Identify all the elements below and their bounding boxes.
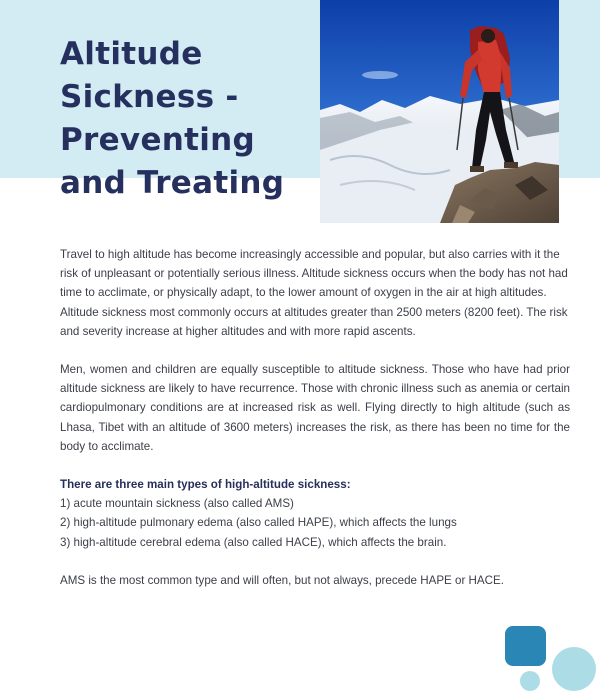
title-line: Altitude [60,36,203,72]
decorative-circle-small [520,671,540,691]
decorative-square [505,626,546,666]
title-line: and Treating [60,165,285,201]
article-body [60,245,570,609]
decorative-circle [552,647,596,691]
types-section [60,475,570,552]
intro-paragraph: Travel to high altitude has become increasingly accessible and popular, but also carries with it the risk of unpleasant or potentially serious illness. Altitude sickness occurs when the body has not had time to acclimate, or physically adapt, to the lower amount of oxygen in the air at high altitudes. Altitude sickness most commonly occurs at altitudes greater than 2500 meters (8200 feet). The risk and severity increase at higher altitudes and with more rapid ascents. [60,248,568,338]
list-item: 1) acute mountain sickness (also called AMS) [60,497,294,511]
closing-paragraph: AMS is the most common type and will often, but not always, precede HAPE or HACE. [60,573,504,587]
title-line: Preventing [60,122,256,158]
page-title [60,33,320,205]
types-list [60,494,570,552]
list-item: 2) high-altitude pulmonary edema (also called HAPE), which affects the lungs [60,516,457,530]
hiker-photo [320,0,559,223]
list-item: 3) high-altitude cerebral edema (also called HACE), which affects the brain. [60,535,447,549]
risk-paragraph: Men, women and children are equally susceptible to altitude sickness. Those who have had prior altitude sickness are likely to have recurrence. Those with chronic illness such as anemia or certain cardiopulmonary conditions are at increased risk as well. Flying directly to high altitude (such as Lhasa, Tibet with an altitude of 3600 meters) increases the risk, as there has been no time for the body to acclimate. [60,363,570,453]
types-heading: There are three main types of high-altitude sickness: [60,478,351,492]
title-line: Sickness - [60,79,239,115]
